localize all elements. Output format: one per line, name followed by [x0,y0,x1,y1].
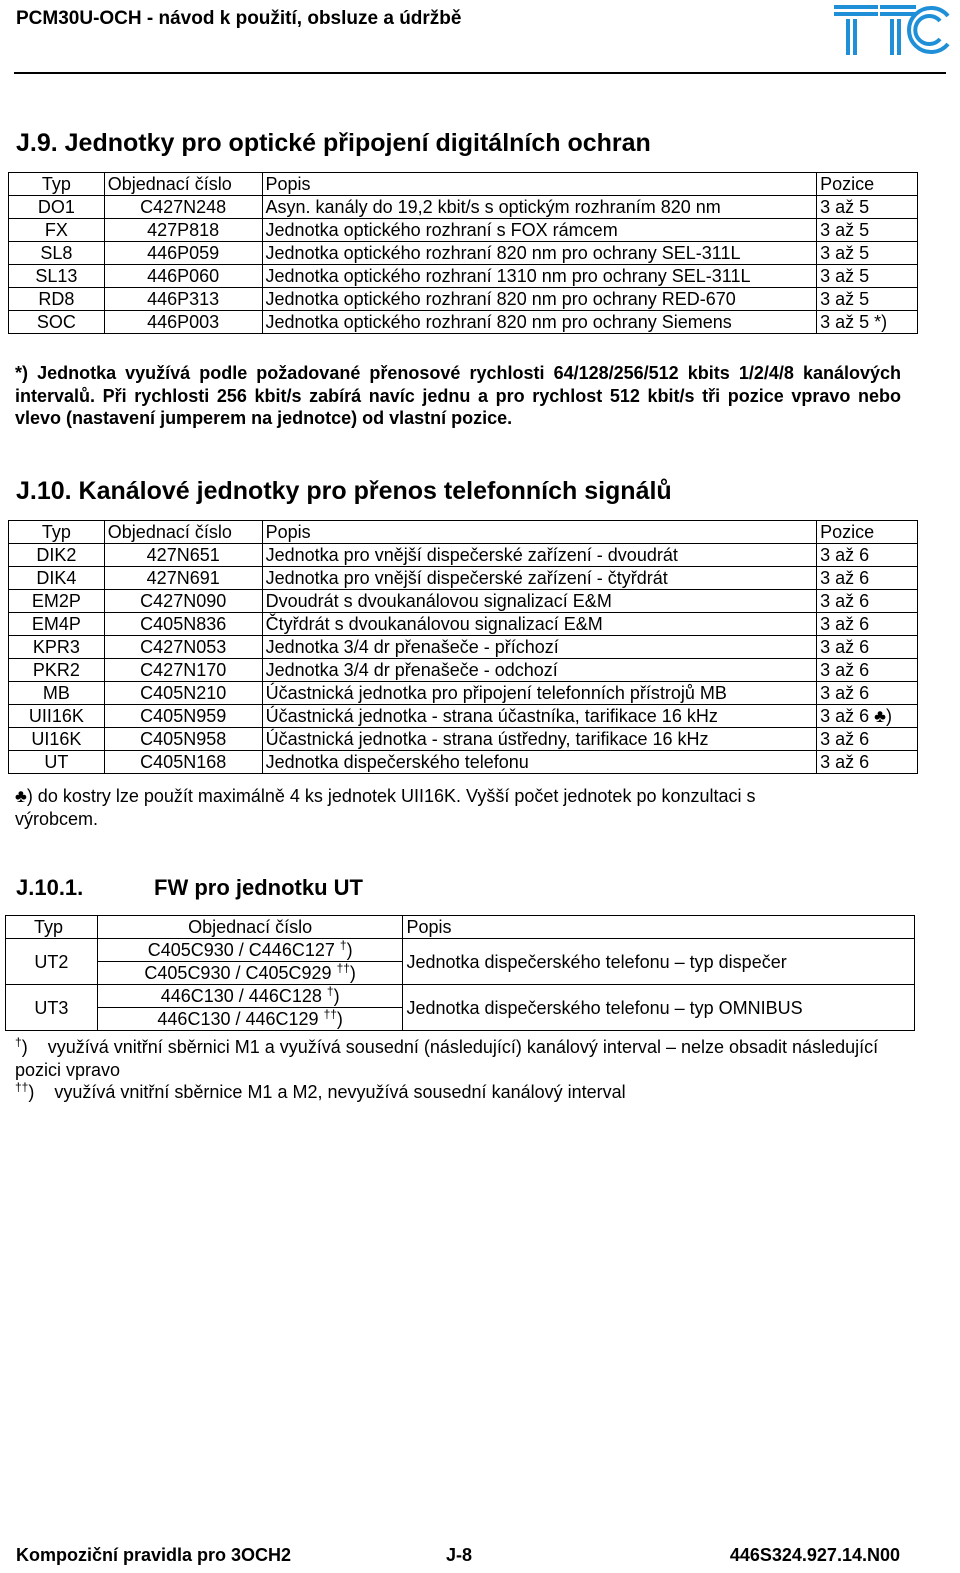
optical-units-table [8,172,918,334]
table-row [9,705,918,728]
cell-position: 3 až 6 [817,751,918,774]
table-row [6,985,915,1008]
cell-description: Dvoudrát s dvoukanálovou signalizací E&M [262,590,816,613]
cell-order: C427N170 [104,659,262,682]
column-header: Objednací číslo [104,173,262,196]
cell-position: 3 až 6 [817,659,918,682]
cell-position: 3 až 5 [817,265,918,288]
cell-position: 3 až 6 [817,613,918,636]
cell-order: C405N168 [104,751,262,774]
cell-type: FX [9,219,105,242]
cell-order: C405N210 [104,682,262,705]
footer-left: Kompoziční pravidla pro 3OCH2 [16,1545,292,1565]
table-row [9,311,918,334]
cell-order: C405C930 / C446C127 †) [97,939,403,962]
table-row [9,265,918,288]
cell-type: MB [9,682,105,705]
cell-position: 3 až 5 [817,219,918,242]
cell-description: Jednotka optického rozhraní 1310 nm pro ochrany SEL-311L [262,265,817,288]
cell-order: C405C930 / C405C929 ††) [97,962,403,985]
column-header: Objednací číslo [104,521,262,544]
cell-order: 427N691 [104,567,262,590]
subsection-title-j10-1: FW pro jednotku UT [154,875,363,900]
footnote-dagger: †) využívá vnitřní sběrnici M1 a využívá sousední (následující) kanálový interval – nelze obsadit následující pozici vpravo [15,1035,879,1080]
cell-description: Jednotka dispečerského telefonu – typ dispečer [403,939,915,985]
cell-order: C405N959 [104,705,262,728]
table-row [9,219,918,242]
footer-page-number: J-8 [446,1545,473,1565]
cell-description: Jednotka pro vnější dispečerské zařízení - čtyřdrát [262,567,816,590]
cell-description: Jednotka dispečerského telefonu [262,751,816,774]
table-row [9,242,918,265]
cell-position: 3 až 6 [817,544,918,567]
cell-order: 427N651 [104,544,262,567]
cell-type: SL8 [9,242,105,265]
cell-order: C427N248 [104,196,262,219]
cell-order: C405N836 [104,613,262,636]
ttc-logo-icon [834,2,952,58]
cell-type: PKR2 [9,659,105,682]
cell-type: UI16K [9,728,105,751]
cell-order: 446P059 [104,242,262,265]
column-header: Typ [9,521,105,544]
cell-description: Účastnická jednotka - strana ústředny, tarifikace 16 kHz [262,728,816,751]
cell-description: Jednotka pro vnější dispečerské zařízení - dvoudrát [262,544,816,567]
cell-type: UT3 [6,985,98,1031]
cell-description: Jednotka optického rozhraní 820 nm pro ochrany Siemens [262,311,817,334]
table-row [9,751,918,774]
cell-type: RD8 [9,288,105,311]
cell-type: UT [9,751,105,774]
cell-description: Účastnická jednotka pro připojení telefonních přístrojů MB [262,682,816,705]
footnote-double-dagger: ††) využívá vnitřní sběrnice M1 a M2, nevyužívá sousední kanálový interval [15,1080,626,1102]
double-dagger-mark: †† [323,1007,337,1021]
cell-type: EM2P [9,590,105,613]
double-dagger-mark: †† [336,961,350,975]
cell-type: KPR3 [9,636,105,659]
table-header-row [9,173,918,196]
telephone-units-table [8,520,918,774]
cell-order: 446P003 [104,311,262,334]
cell-type: UT2 [6,939,98,985]
cell-position: 3 až 6 [817,636,918,659]
cell-order: 446C130 / 446C128 †) [97,985,403,1008]
double-dagger-mark: †† [15,1080,29,1094]
note-uii16k-limit: ♣) do kostry lze použít maximálně 4 ks jednotek UII16K. Vyšší počet jednotek po konzultaci s výrobcem. [15,786,756,829]
table-row [6,939,915,962]
table-row [9,288,918,311]
column-header: Popis [403,916,915,939]
cell-position: 3 až 5 [817,242,918,265]
cell-position: 3 až 6 [817,728,918,751]
table-header-row [9,521,918,544]
section-heading-j10: J.10. Kanálové jednotky pro přenos telefonních signálů [16,477,672,505]
cell-order: C427N090 [104,590,262,613]
dagger-mark: † [326,984,334,998]
column-header: Pozice [817,521,918,544]
dagger-mark: † [339,938,347,952]
cell-position: 3 až 6 [817,567,918,590]
cell-order: 446C130 / 446C129 ††) [97,1008,403,1031]
column-header: Popis [262,173,817,196]
cell-type: DIK2 [9,544,105,567]
cell-position: 3 až 5 *) [817,311,918,334]
cell-position: 3 až 5 [817,196,918,219]
cell-description: Asyn. kanály do 19,2 kbit/s s optickým rozhraním 820 nm [262,196,817,219]
cell-position: 3 až 5 [817,288,918,311]
cell-description: Účastnická jednotka - strana účastníka, tarifikace 16 kHz [262,705,816,728]
ut-firmware-table [5,915,915,1031]
table-row [9,728,918,751]
column-header: Popis [262,521,816,544]
header-rule [14,72,946,74]
cell-type: SL13 [9,265,105,288]
table-row [9,590,918,613]
table-row [9,196,918,219]
table-row [9,659,918,682]
document-header-title: PCM30U-OCH - návod k použití, obsluze a údržbě [16,8,462,29]
cell-order: 446P060 [104,265,262,288]
table-row [9,544,918,567]
table-row [9,613,918,636]
table-header-row [6,916,915,939]
column-header: Typ [9,173,105,196]
cell-position: 3 až 6 [817,590,918,613]
table-row [9,636,918,659]
table-row [9,567,918,590]
table-row [9,682,918,705]
cell-description: Jednotka 3/4 dr přenašeče - příchozí [262,636,816,659]
cell-description: Jednotka optického rozhraní 820 nm pro ochrany SEL-311L [262,242,817,265]
cell-type: DIK4 [9,567,105,590]
section-heading-j9: J.9. Jednotky pro optické připojení digitálních ochran [16,129,651,157]
cell-position: 3 až 6 [817,682,918,705]
cell-description: Čtyřdrát s dvoukanálovou signalizací E&M [262,613,816,636]
cell-type: DO1 [9,196,105,219]
subsection-number-j10-1: J.10.1. [16,875,84,900]
column-header: Pozice [817,173,918,196]
dagger-mark: † [15,1035,22,1049]
cell-order: C427N053 [104,636,262,659]
cell-type: EM4P [9,613,105,636]
cell-order: 427P818 [104,219,262,242]
cell-order: C405N958 [104,728,262,751]
cell-description: Jednotka optického rozhraní s FOX rámcem [262,219,817,242]
cell-description: Jednotka dispečerského telefonu – typ OMNIBUS [403,985,915,1031]
column-header: Objednací číslo [97,916,403,939]
cell-type: UII16K [9,705,105,728]
cell-description: Jednotka optického rozhraní 820 nm pro ochrany RED-670 [262,288,817,311]
cell-order: 446P313 [104,288,262,311]
cell-description: Jednotka 3/4 dr přenašeče - odchozí [262,659,816,682]
column-header: Typ [6,916,98,939]
cell-type: SOC [9,311,105,334]
note-rate-intervals: *) Jednotka využívá podle požadované přenosové rychlosti 64/128/256/512 kbits 1/2/4/8 kanálových intervalů. Při rychlosti 256 kbit/s zabírá navíc jednu a pro rychlost 512 kbit/s tři pozice vpravo nebo vlevo (nastavení jumperem na jednotce) od vlastní pozice. [15,363,901,428]
footer-doc-code: 446S324.927.14.N00 [729,1545,900,1565]
cell-position: 3 až 6 ♣) [817,705,918,728]
